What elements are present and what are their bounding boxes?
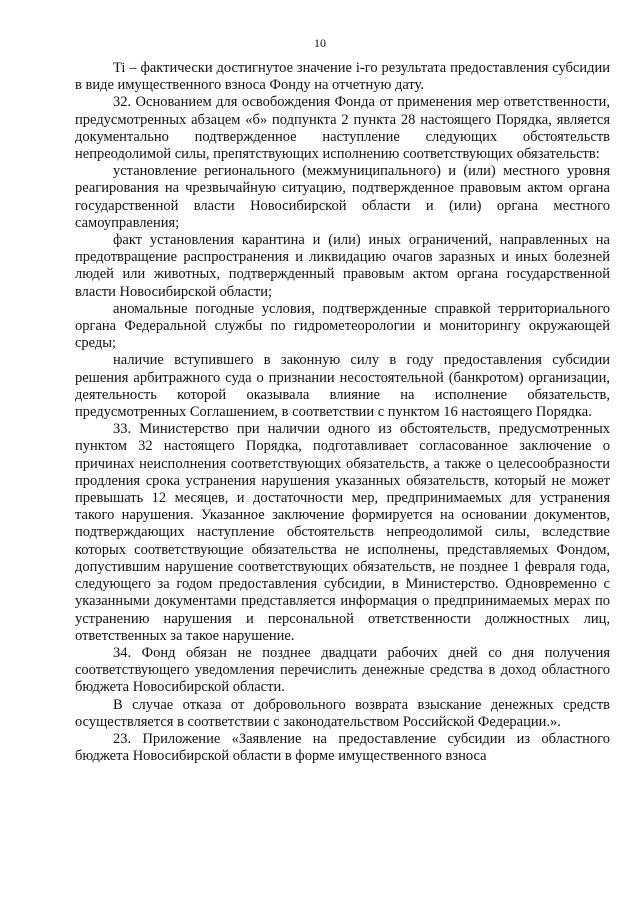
paragraph-32-bankruptcy: наличие вступившего в законную силу в году предоставления субсидии решения арбитражного суда о признании несостоятельной (банкротом) организации, деятельность которой оказывала влияние на исполнение обязательств, предусмотренных Соглашением, в соответствии с пунктом 16 настоящего Порядка. xyxy=(75,352,610,421)
document-body xyxy=(75,60,610,765)
paragraph-33: 33. Министерство при наличии одного из обстоятельств, предусмотренных пунктом 32 настоящего Порядка, подготавливает согласованное заключение о причинах неисполнения соответствующих обязательств, а также о целесообразности продления срока устранения нарушения указанных обязательств, который не может превышать 12 месяцев, и достаточности мер, предпринимаемых для устранения такого нарушения. Указанное заключение формируется на основании документов, подтверждающих наступление обстоятельств непреодолимой силы, вследствие которых соответствующие обязательства не исполнены, представляемых Фондом, допустившим нарушение соответствующих обязательств, не позднее 1 февраля года, следующего за годом предоставления субсидии, в Министерство. Одновременно с указанными документами представляется информация о предпринимаемых мерах по устранению нарушения и персональной ответственности должностных лиц, ответственных за такое нарушение. xyxy=(75,421,610,644)
paragraph-23-appendix: 23. Приложение «Заявление на предоставление субсидии из областного бюджета Новосибирской области в форме имущественного взноса xyxy=(75,730,610,765)
paragraph-refund-refusal: В случае отказа от добровольного возврата взыскание денежных средств осуществляется в соответствии с законодательством Российской Федерации.». xyxy=(75,696,610,730)
paragraph-32-emergency: установление регионального (межмуниципального) и (или) местного уровня реагирования на чрезвычайную ситуацию, подтвержденное правовым актом органа государственной власти Новосибирской области и (или) органа местного самоуправления; xyxy=(75,163,610,231)
paragraph-32-weather: аномальные погодные условия, подтвержденные справкой территориального органа Федеральной службы по гидрометеорологии и мониторингу окружающей среды; xyxy=(75,300,610,352)
paragraph-34: 34. Фонд обязан не позднее двадцати рабочих дней со дня получения соответствующего уведомления перечислить денежные средства в доход областного бюджета Новосибирской области. xyxy=(75,644,610,696)
page-number: 10 xyxy=(314,36,326,50)
paragraph-32: 32. Основанием для освобождения Фонда от применения мер ответственности, предусмотренных абзацем «б» подпункта 2 пункта 28 настоящего Порядка, является документально подтвержденное наступление следующих обстоятельств непреодолимой силы, препятствующих исполнению соответствующих обязательств: xyxy=(75,94,610,163)
paragraph-32-quarantine: факт установления карантина и (или) иных ограничений, направленных на предотвращение распространения и ликвидацию очагов заразных и иных болезней людей или животных, подтвержденный правовым актом органа государственной власти Новосибирской области; xyxy=(75,232,610,300)
paragraph-ti-definition: Ti – фактически достигнутое значение i-го результата предоставления субсидии в виде имущественного взноса Фонду на отчетную дату. xyxy=(75,60,610,94)
